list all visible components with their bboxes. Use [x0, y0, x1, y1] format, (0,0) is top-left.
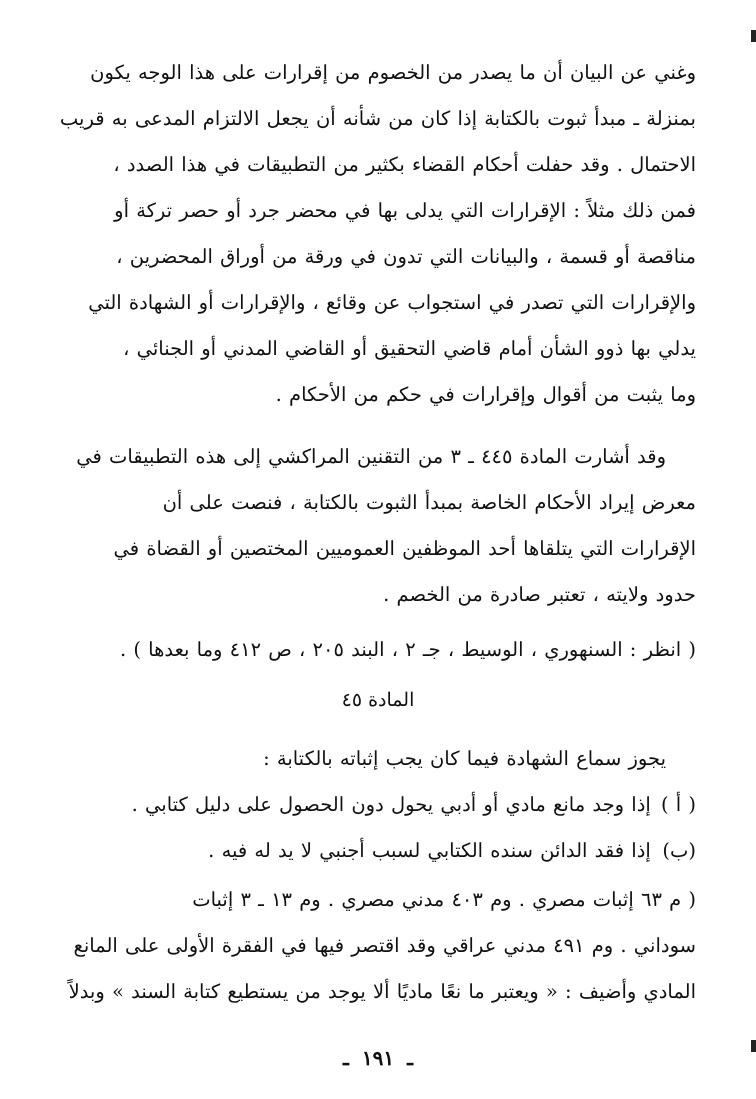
text-line: حدود ولايته ، تعتبر صادرة من الخصم . [383, 583, 696, 606]
page-number-dash: ـ [407, 1046, 413, 1070]
item-marker: (ب) [662, 839, 696, 862]
text-line: الاحتمال . وقد حفلت أحكام القضاء بكثير من التطبيقات في هذا الصدد ، [113, 153, 696, 176]
text-line: فمن ذلك مثلاً : الإقرارات التي يدلى بها في محضر جرد أو حصر تركة أو [114, 199, 696, 222]
text-line: مناقصة أو قسمة ، والبيانات التي تدون في ورقة من أوراق المحضرين ، [116, 245, 696, 268]
item-marker: ( أ ) [660, 793, 696, 816]
text-line: وغني عن البيان أن ما يصدر من الخصوم من إقرارات على هذا الوجه يكون [90, 61, 696, 84]
article-item-a [56, 782, 696, 828]
citation-reference [56, 627, 696, 673]
text-line: وما يثبت من أقوال وإقرارات في حكم من الأحكام . [275, 383, 696, 406]
scan-edge-mark [751, 1040, 756, 1052]
scan-edge-mark [751, 30, 756, 42]
text-line: والإقرارات التي تصدر في استجواب عن وقائع ، والإقرارات أو الشهادة التي [88, 291, 696, 314]
article-item-b [56, 828, 696, 874]
text-line: بمنزلة ـ مبدأ ثبوت بالكتابة إذا كان من شأنه أن يجعل الالتزام المدعى به قريب [59, 107, 696, 130]
page-number-value: ١٩١ [361, 1046, 395, 1070]
paragraph-moroccan-code-reference [56, 434, 696, 618]
paragraph-principle-of-written-proof [56, 50, 696, 418]
article-heading: المادة ٤٥ [341, 689, 415, 711]
page-number [0, 1043, 756, 1073]
text-line: المادي وأضيف : « ويعتبر ما نعًا ماديًا ألا يوجد من يستطيع كتابة السند » وبدلاً [68, 980, 696, 1003]
item-text: إذا فقد الدائن سنده الكتابي لسبب أجنبي لا يد له فيه . [208, 839, 651, 862]
text-line: ( م ٦٣ إثبات مصري . وم ٤٠٣ مدني مصري . وم ١٣ ـ ٣ إثبات [192, 888, 696, 911]
page-number-dash: ـ [343, 1046, 349, 1070]
text-line: الإقرارات التي يتلقاها أحد الموظفين العموميين المختصين أو القضاة في [113, 537, 696, 560]
article-body [56, 736, 696, 874]
article-intro: يجوز سماع الشهادة فيما كان يجب إثباته بالكتابة : [263, 747, 666, 770]
citation-line: ( انظر : السنهوري ، الوسيط ، جـ ٢ ، البند ٢٠٥ ، ص ٤١٢ وما بعدها ) . [119, 638, 696, 661]
text-line: معرض إيراد الأحكام الخاصة بمبدأ الثبوت بالكتابة ، فنصت على أن [162, 491, 696, 514]
comparative-law-note [56, 877, 696, 1015]
text-line: وقد أشارت المادة ٤٤٥ ـ ٣ من التقنين المراكشي إلى هذه التطبيقات في [76, 445, 666, 468]
item-text: إذا وجد مانع مادي أو أدبي يحول دون الحصول على دليل كتابي . [131, 793, 651, 816]
text-line: يدلي بها ذوو الشأن أمام قاضي التحقيق أو القاضي المدني أو الجنائي ، [123, 337, 696, 360]
text-line: سوداني . وم ٤٩١ مدني عراقي وقد اقتصر فيها في الفقرة الأولى على المانع [73, 934, 696, 957]
